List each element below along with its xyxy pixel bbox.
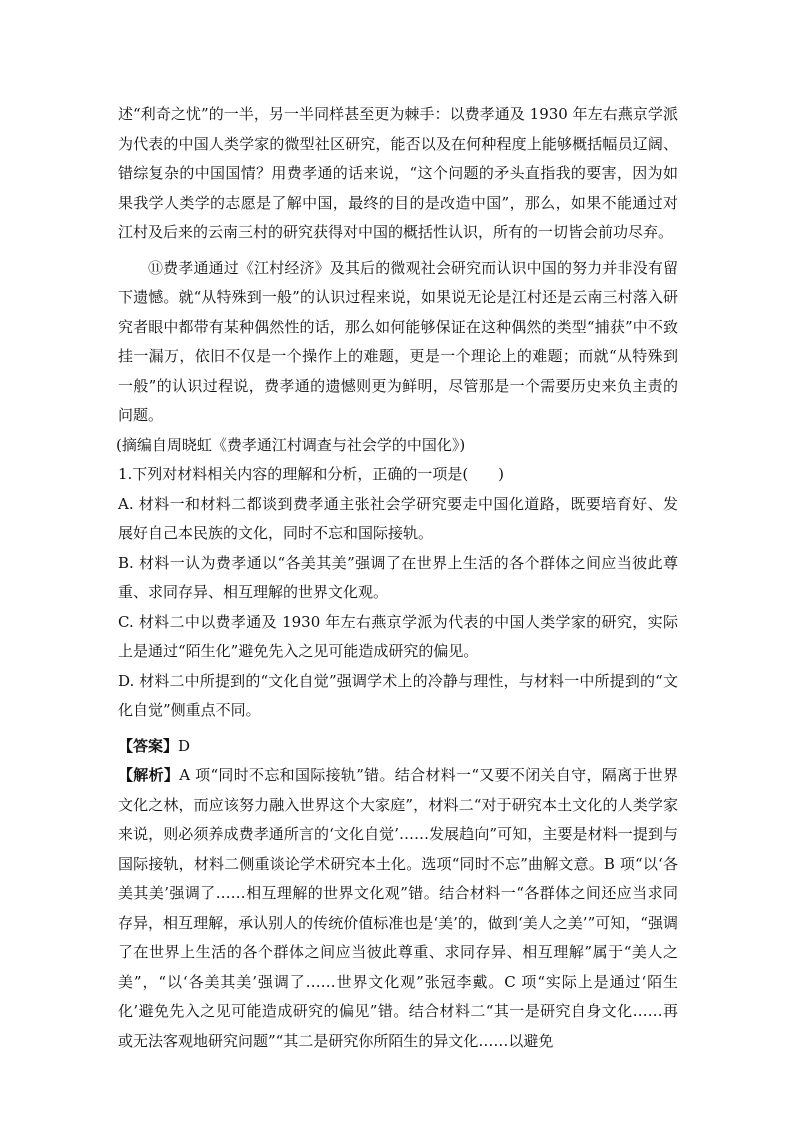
paragraph-11	[118, 254, 678, 431]
option-d: D. 材料二中所提到的“文化自觉”强调学术上的冷静与理性，与材料一中所提到的“文化自觉”侧重点不同。	[118, 671, 678, 719]
source-citation: (摘编自周晓虹《费孝通江村调查与社会学的中国化》)	[116, 435, 466, 454]
option-a: A. 材料一和材料二都谈到费孝通主张社会学研究要走中国化道路，既要培育好、发展好自己本民族的文化，同时不忘和国际接轨。	[118, 494, 678, 542]
question-stem: 1.下列对材料相关内容的理解和分析，正确的一项是( )	[118, 465, 505, 483]
analysis-label: 【解析】	[118, 766, 180, 784]
answer-label: 【答案】	[118, 736, 179, 755]
paragraph-continuation: 述“利奇之忧”的一半，另一半同样甚至更为棘手：以费孝通及 1930 年左右燕京学派为代表的中国人类学家的微型社区研究，能否以及在何种程度上能够概括幅员辽阔、错综复杂的中国国情？用费孝通的话来说，“这个问题的矛头直指我的要害，因为如果我学人类学的志愿是了解中国，最终的目的是改造中国”，那么，如果不能通过对江村及后来的云南三村的研究获得对中国的概括性认识，所有的一切皆会前功尽弃。	[118, 105, 678, 241]
option-b: B. 材料一认为费孝通以“各美其美”强调了在世界上生活的各个群体之间应当彼此尊重、求同存异、相互理解的世界文化观。	[118, 553, 678, 601]
paragraph-number-marker: ⑪	[148, 258, 164, 277]
paragraph-11-text: 费孝通通过《江村经济》及其后的微观社会研究而认识中国的努力并非没有留下遗憾。就“从特殊到一般”的认识过程来说，如果说无论是江村还是云南三村落入研究者眼中都带有某种偶然性的话，那么如何能够保证在这种偶然的类型“捕获”中不致挂一漏万，依旧不仅是一个操作上的难题，更是一个理论上的难题；而就“从特殊到一般”的认识过程说，费孝通的遗憾则更为鲜明，尽管那是一个需要历史来负主责的问题。	[118, 258, 678, 424]
analysis-text: A 项“同时不忘和国际接轨”错。结合材料一“又要不闭关自守，隔离于世界文化之林，而应该努力融入世界这个大家庭”，材料二“对于研究本土文化的人类学家来说，则必须养成费孝通所言的‘文化自觉’……发展趋向”可知，主要是材料一提到与国际接轨，材料二侧重谈论学术研究本土化。选项“同时不忘”曲解文意。B 项“以‘各美其美’强调了……相互理解的世界文化观”错。结合材料一“各群体之间还应当求同存异，相互理解，承认别人的传统价值标准也是‘美’的，做到‘美人之美’”可知，“强调了在世界上生活的各个群体之间应当彼此尊重、求同存异、相互理解”属于“美人之美”，“以‘各美其美’强调了……世界文化观”张冠李戴。C 项“实际上是通过‘陌生化’避免先入之见可能造成研究的偏见”错。结合材料二“其一是研究自身文化……再或无法客观地研究问题”“其二是研究你所陌生的异文化……以避免	[118, 766, 678, 1050]
analysis-paragraph	[118, 761, 678, 1056]
answer-line	[118, 732, 678, 762]
option-c: C. 材料二中以费孝通及 1930 年左右燕京学派为代表的中国人类学家的研究，实际上是通过“陌生化”避免先入之见可能造成研究的偏见。	[118, 612, 678, 660]
document-body	[118, 100, 678, 1056]
answer-value: D	[178, 736, 191, 755]
